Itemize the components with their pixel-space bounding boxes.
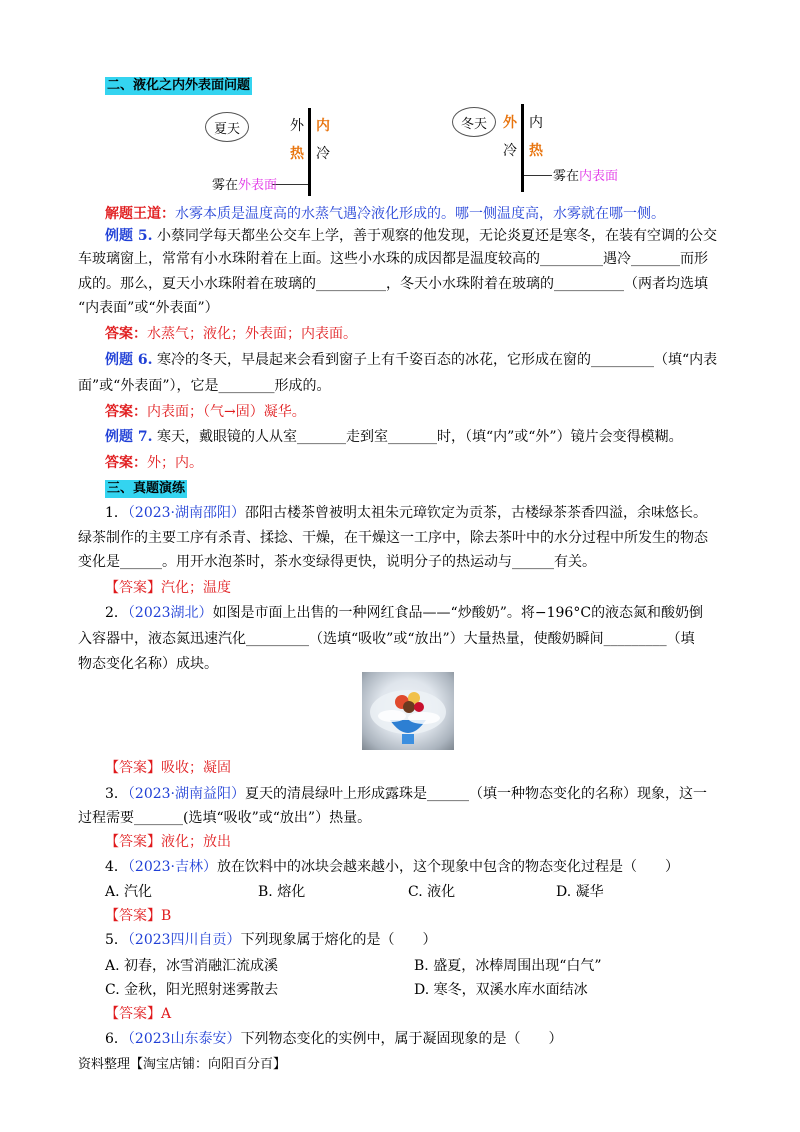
fried-yogurt-photo: [362, 672, 454, 750]
q1-answer: 【答案】汽化；温度: [105, 580, 231, 596]
footer-source: 资料整理【淘宝店铺：向阳百分百】: [78, 1057, 287, 1072]
winter-hot: 热: [529, 143, 543, 159]
summer-hot: 热: [290, 146, 304, 162]
summer-outer: 外: [290, 118, 304, 134]
q2-answer: 【答案】吸收；凝固: [105, 760, 231, 776]
q2-line3: 物态变化名称）成块。: [78, 656, 218, 672]
ex5-answer: 答案：水蒸气；液化；外表面；内表面。: [105, 326, 357, 342]
q4-option-d[interactable]: D. 凝华: [556, 884, 604, 900]
ex6-line2: 面”或“外表面”），它是________形成的。: [78, 378, 331, 394]
q1-line3: 变化是______。用开水泡茶时，茶水变绿得更快，说明分子的热运动与______有关。: [78, 554, 596, 570]
q5-option-a[interactable]: A. 初春，冰雪消融汇流成溪: [105, 958, 279, 974]
q4-answer: 【答案】B: [105, 908, 172, 924]
q4-line1: 4．（2023·吉林）放在饮料中的冰块会越来越小，这个现象中包含的物态变化过程是（ ）: [105, 859, 680, 875]
q5-answer: 【答案】A: [105, 1006, 172, 1022]
ex5-line1: 例题 5. 小蔡同学每天都坐公交车上学，善于观察的他发现，无论炎夏还是寒冬，在装有空调的公交: [105, 228, 717, 244]
winter-fog-note: 雾在内表面: [553, 169, 619, 184]
q5-option-d[interactable]: D. 寒冬，双溪水库水面结冰: [414, 982, 588, 998]
section-title-practice: 三、真题演练: [107, 481, 186, 496]
fried-yogurt-illustration: [362, 672, 454, 750]
q3-answer: 【答案】液化；放出: [105, 834, 231, 850]
summer-cold: 冷: [316, 146, 330, 162]
summer-fog-note: 雾在外表面: [212, 178, 278, 193]
winter-label: 冬天: [452, 107, 496, 137]
summer-label: 夏天: [205, 112, 249, 142]
q6-line1: 6．（2023山东泰安）下列物态变化的实例中，属于凝固现象的是（ ）: [105, 1031, 563, 1047]
winter-cold: 冷: [503, 143, 517, 159]
q4-option-a[interactable]: A. 汽化: [105, 884, 153, 900]
ex6-answer: 答案：内表面；（气→固）凝华。: [105, 404, 306, 420]
summer-glass: [308, 108, 311, 196]
q1-line2: 绿茶制作的主要工序有杀青、揉捻、干燥，在干燥这一工序中，除去茶叶中的水分过程中所发生的物态: [78, 530, 708, 546]
summer-pointer: [272, 184, 308, 185]
tip-line: 解题王道：水雾本质是温度高的水蒸气遇冷液化形成的。哪一侧温度高，水雾就在哪一侧。: [105, 206, 665, 222]
ex5-line4: “内表面”或“外表面”）: [78, 300, 219, 316]
q2-line2: 入容器中，液态氮迅速汽化_________（选填“吸收”或“放出”）大量热量，使酸奶瞬间_________（填: [78, 631, 695, 647]
q2-line1: 2．（2023湖北）如图是市面上出售的一种网红食品——“炒酸奶”。将−196°C的液态氮和酸奶倒: [105, 605, 704, 621]
winter-outer: 外: [503, 115, 517, 131]
ex5-line2: 车玻璃窗上，常常有小水珠附着在上面。这些小水珠的成因都是温度较高的_________遇冷_______而形: [78, 251, 708, 267]
winter-pointer: [524, 175, 552, 176]
summer-inner: 内: [316, 118, 330, 134]
winter-glass: [521, 104, 524, 192]
ex7-answer: 答案：外；内。: [105, 455, 203, 471]
q3-line2: 过程需要_______(选填“吸收”或“放出”）热量。: [78, 810, 372, 826]
q5-line1: 5．（2023四川自贡）下列现象属于熔化的是（ ）: [105, 932, 437, 948]
ex7-line1: 例题 7. 寒天，戴眼镜的人从室_______走到室_______时，（填“内”或“外”）镜片会变得模糊。: [105, 429, 683, 445]
q5-option-b[interactable]: B. 盛夏，冰棒周围出现“白气”: [414, 958, 602, 974]
ex6-line1: 例题 6. 寒冷的冬天，早晨起来会看到窗子上有千姿百态的冰花，它形成在窗的_________（填“内表: [105, 352, 718, 368]
q4-option-c[interactable]: C. 液化: [408, 884, 456, 900]
section-title-liquefaction: 二、液化之内外表面问题: [107, 78, 251, 93]
q3-line1: 3．（2023·湖南益阳）夏天的清晨绿叶上形成露珠是______（填一种物态变化的名称）现象，这一: [105, 786, 708, 802]
ex5-line3: 成的。那么，夏天小水珠附着在玻璃的__________，冬天小水珠附着在玻璃的__________（两者均选填: [78, 276, 708, 292]
q4-option-b[interactable]: B. 熔化: [258, 884, 306, 900]
q5-option-c[interactable]: C. 金秋，阳光照射迷雾散去: [105, 982, 279, 998]
q1-line1: 1．（2023·湖南邵阳）邵阳古楼茶曾被明太祖朱元璋钦定为贡茶，古楼绿茶茶香四溢，余味悠长。: [105, 505, 708, 521]
winter-inner: 内: [529, 115, 543, 131]
